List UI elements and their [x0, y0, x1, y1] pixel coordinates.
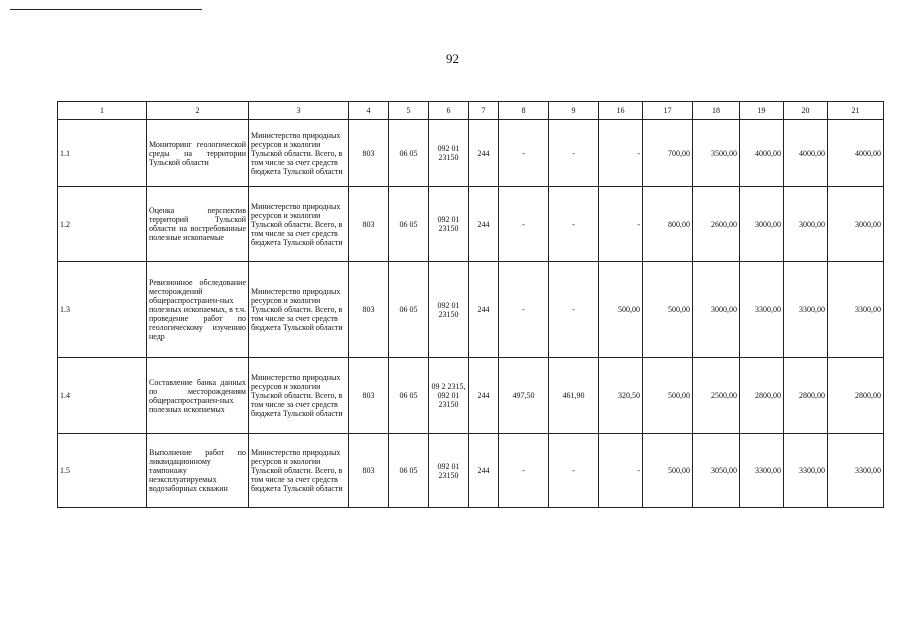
cell-col21: 3000,00: [828, 187, 884, 262]
cell-col6: 092 01 23150: [429, 120, 469, 187]
row-number: 1.1: [58, 120, 147, 187]
cell-col16: -: [599, 187, 643, 262]
column-header: 20: [784, 102, 828, 120]
cell-col9: -: [549, 187, 599, 262]
cell-col4: 803: [349, 187, 389, 262]
cell-col19: 3000,00: [740, 187, 784, 262]
row-number: 1.2: [58, 187, 147, 262]
cell-col7: 244: [469, 262, 499, 358]
cell-col18: 3500,00: [693, 120, 740, 187]
cell-col18: 2500,00: [693, 358, 740, 434]
cell-col19: 3300,00: [740, 262, 784, 358]
table-row: [58, 358, 884, 434]
cell-col5: 06 05: [389, 262, 429, 358]
cell-col21: 4000,00: [828, 120, 884, 187]
column-header: 7: [469, 102, 499, 120]
cell-col19: 3300,00: [740, 434, 784, 508]
cell-col16: 500,00: [599, 262, 643, 358]
column-header: 21: [828, 102, 884, 120]
cell-col6: 092 01 23150: [429, 262, 469, 358]
cell-col6: 09 2 2315, 092 01 23150: [429, 358, 469, 434]
activity-name: Выполнение работ по ликвидационному тампонажу неэксплуатируемых водозаборных скважин: [147, 434, 249, 508]
cell-col17: 500,00: [643, 262, 693, 358]
cell-col7: 244: [469, 187, 499, 262]
cell-col18: 3000,00: [693, 262, 740, 358]
top-rule: [10, 9, 202, 10]
responsible-org: Министерство природных ресурсов и экологии Тульской области. Всего, в том числе за счет средств бюджета Тульской области: [249, 120, 349, 187]
row-number: 1.5: [58, 434, 147, 508]
cell-col17: 800,00: [643, 187, 693, 262]
cell-col9: -: [549, 434, 599, 508]
cell-col5: 06 05: [389, 434, 429, 508]
cell-col8: 497,50: [499, 358, 549, 434]
cell-col19: 4000,00: [740, 120, 784, 187]
row-number: 1.3: [58, 262, 147, 358]
column-header: 1: [58, 102, 147, 120]
cell-col8: -: [499, 120, 549, 187]
cell-col16: -: [599, 120, 643, 187]
cell-col17: 500,00: [643, 358, 693, 434]
cell-col7: 244: [469, 358, 499, 434]
table-row: [58, 120, 884, 187]
budget-table: [57, 101, 884, 508]
responsible-org: Министерство природных ресурсов и экологии Тульской области. Всего, в том числе за счет средств бюджета Тульской области: [249, 434, 349, 508]
column-header: 18: [693, 102, 740, 120]
column-header: 19: [740, 102, 784, 120]
cell-col4: 803: [349, 120, 389, 187]
cell-col20: 4000,00: [784, 120, 828, 187]
cell-col6: 092 01 23150: [429, 434, 469, 508]
cell-col9: -: [549, 120, 599, 187]
cell-col16: -: [599, 434, 643, 508]
cell-col18: 2600,00: [693, 187, 740, 262]
cell-col5: 06 05: [389, 120, 429, 187]
responsible-org: Министерство природных ресурсов и экологии Тульской области. Всего, в том числе за счет средств бюджета Тульской области: [249, 358, 349, 434]
cell-col8: -: [499, 187, 549, 262]
cell-col19: 2800,00: [740, 358, 784, 434]
header-row: [58, 102, 884, 120]
cell-col6: 092 01 23150: [429, 187, 469, 262]
activity-name: Составление банка данных по месторождениям общераспространен-ных полезных ископаемых: [147, 358, 249, 434]
cell-col4: 803: [349, 434, 389, 508]
responsible-org: Министерство природных ресурсов и экологии Тульской области. Всего, в том числе за счет средств бюджета Тульской области: [249, 187, 349, 262]
cell-col17: 700,00: [643, 120, 693, 187]
activity-name: Оценка перспектив территорий Тульской области на востребованные полезные ископаемые: [147, 187, 249, 262]
cell-col20: 3000,00: [784, 187, 828, 262]
column-header: 9: [549, 102, 599, 120]
cell-col16: 320,50: [599, 358, 643, 434]
table-row: [58, 262, 884, 358]
table-row: [58, 434, 884, 508]
activity-name: Ревизионное обследование месторождений общераспространен-ных полезных ископаемых, в т.ч. проведение работ по геологическому изучению недр: [147, 262, 249, 358]
cell-col21: 2800,00: [828, 358, 884, 434]
activity-name: Мониторинг геологической среды на территории Тульской области: [147, 120, 249, 187]
row-number: 1.4: [58, 358, 147, 434]
column-header: 5: [389, 102, 429, 120]
cell-col9: -: [549, 262, 599, 358]
cell-col9: 461,90: [549, 358, 599, 434]
cell-col4: 803: [349, 358, 389, 434]
column-header: 2: [147, 102, 249, 120]
table-row: [58, 187, 884, 262]
cell-col5: 06 05: [389, 187, 429, 262]
cell-col4: 803: [349, 262, 389, 358]
cell-col8: -: [499, 434, 549, 508]
cell-col18: 3050,00: [693, 434, 740, 508]
cell-col17: 500,00: [643, 434, 693, 508]
cell-col20: 3300,00: [784, 434, 828, 508]
column-header: 16: [599, 102, 643, 120]
cell-col20: 3300,00: [784, 262, 828, 358]
responsible-org: Министерство природных ресурсов и экологии Тульской области. Всего, в том числе за счет средств бюджета Тульской области: [249, 262, 349, 358]
cell-col8: -: [499, 262, 549, 358]
cell-col5: 06 05: [389, 358, 429, 434]
cell-col20: 2800,00: [784, 358, 828, 434]
column-header: 3: [249, 102, 349, 120]
cell-col7: 244: [469, 434, 499, 508]
cell-col21: 3300,00: [828, 434, 884, 508]
cell-col7: 244: [469, 120, 499, 187]
column-header: 4: [349, 102, 389, 120]
column-header: 17: [643, 102, 693, 120]
column-header: 6: [429, 102, 469, 120]
page-number: 92: [446, 51, 459, 66]
cell-col21: 3300,00: [828, 262, 884, 358]
column-header: 8: [499, 102, 549, 120]
